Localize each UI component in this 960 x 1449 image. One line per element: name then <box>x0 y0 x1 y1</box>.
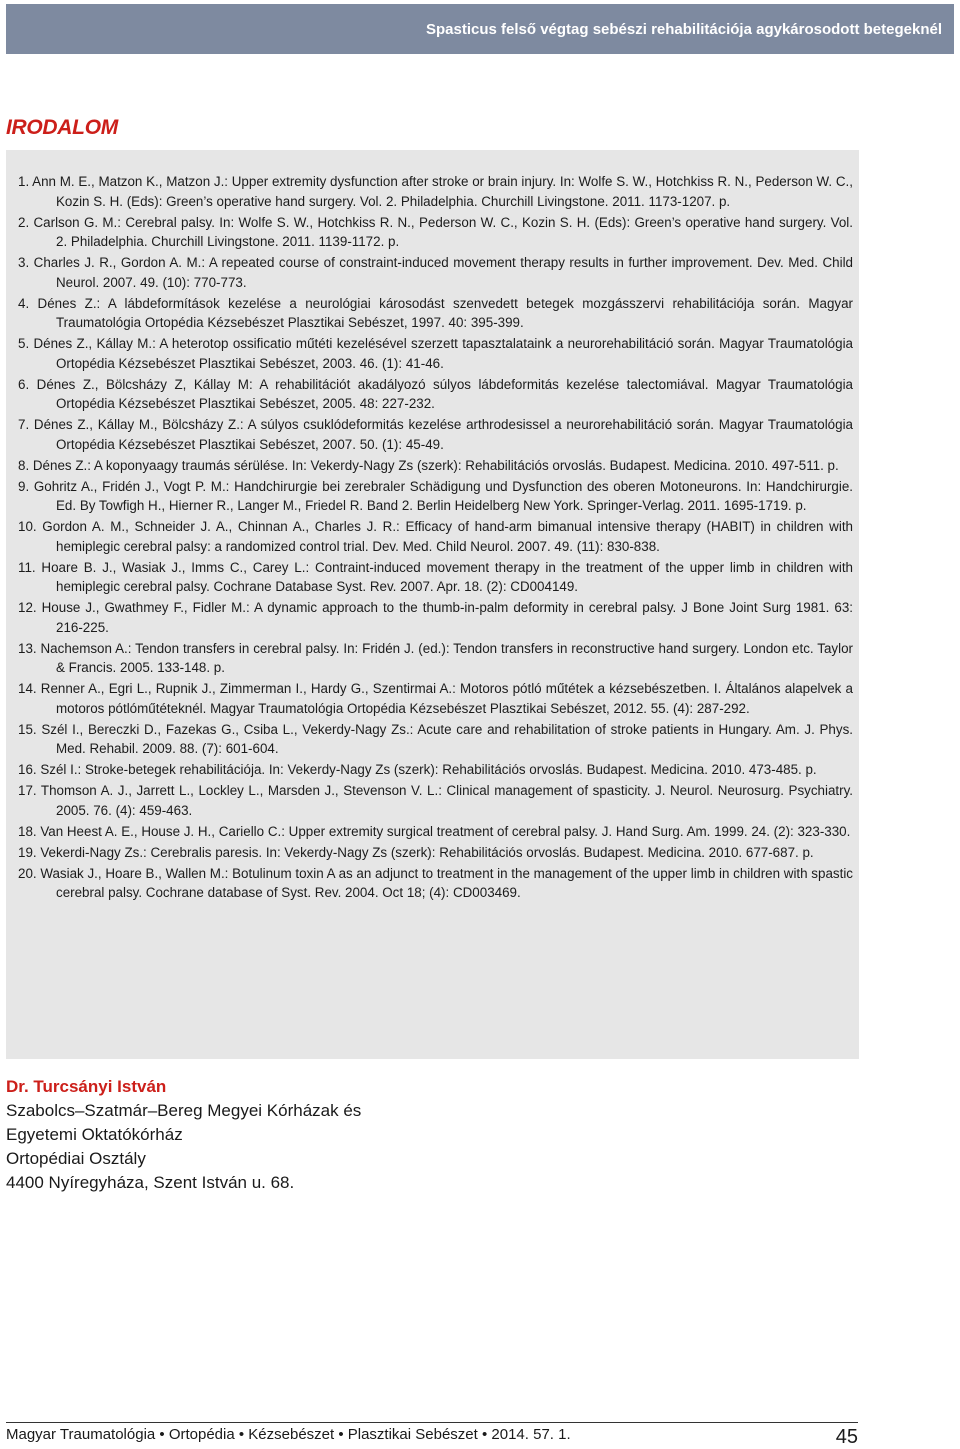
reference-item: 10. Gordon A. M., Schneider J. A., Chinnan A., Charles J. R.: Efficacy of hand-arm bimanual intensive therapy (HABIT) in children with hemiplegic cerebral palsy: a randomized control trial. Dev. Med. Child Neurol. 2007. 49. (11): 830-838. <box>18 519 853 554</box>
affiliation-line: Szabolcs–Szatmár–Bereg Megyei Kórházak és <box>6 1101 362 1120</box>
section-title: IRODALOM <box>6 116 118 139</box>
reference-item: 7. Dénes Z., Kállay M., Bölcsházy Z.: A súlyos csuklódeformitás kezelése arthrodesissel a neurorehabilitáció során. Magyar Traumatológia Ortopédia Kézsebészet Plasztikai Sebészet, 2007. 50. (1): 45-49. <box>18 417 853 452</box>
running-header-title: Spasticus felső végtag sebészi rehabilitációja agykárosodott betegeknél <box>425 21 942 38</box>
reference-item: 12. House J., Gwathmey F., Fidler M.: A dynamic approach to the thumb-in-palm deformity in cerebral palsy. J Bone Joint Surg 1981. 63: 216-225. <box>18 600 853 635</box>
reference-item: 8. Dénes Z.: A koponyaagy traumás sérülése. In: Vekerdy-Nagy Zs (szerk): Rehabilitációs orvoslás. Budapest. Medicina. 2010. 497-511. p. <box>18 457 839 473</box>
reference-item: 6. Dénes Z., Bölcsházy Z, Kállay M: A rehabilitációt akadályozó súlyos lábdeformitás kezelése talectomiával. Magyar Traumatológia Ortopédia Kézsebészet Plasztikai Sebészet, 2005. 48: 227-232. <box>18 376 853 411</box>
reference-item: 17. Thomson A. J., Jarrett L., Lockley L., Marsden J., Stevenson V. L.: Clinical management of spasticity. J. Neurol. Neurosurg. Psychiatry. 2005. 76. (4): 459-463. <box>18 783 853 818</box>
page-number: 45 <box>835 1426 858 1448</box>
references-box <box>6 150 859 1059</box>
page-footer <box>6 1422 954 1448</box>
reference-item: 5. Dénes Z., Kállay M.: A heterotop ossificatio műtéti kezelésével szerzett tapasztalataink a neurorehabilitáció során. Magyar Traumatológia Ortopédia Kézsebészet Plasztikai Sebészet, 2003. 46. (1): 41-46. <box>18 336 853 371</box>
running-header-bar <box>6 4 954 54</box>
reference-item: 9. Gohritz A., Fridén J., Vogt P. M.: Handchirurgie bei zerebraler Schädigung und Dysfunction des oberen Motoneurons. In: Handchirurgie. Ed. By Towfigh H., Hierner R., Langer M., Friedel R. Band 2. Berlin Heidelberg New York. Springer-Verlag. 2011. 1695-1719. p. <box>18 478 853 513</box>
footer-divider <box>6 1422 858 1423</box>
reference-item: 3. Charles J. R., Gordon A. M.: A repeated course of constraint-induced movement therapy results in further improvement. Dev. Med. Child Neurol. 2007. 49. (10): 770-773. <box>18 255 853 290</box>
reference-item: 13. Nachemson A.: Tendon transfers in cerebral palsy. In: Fridén J. (ed.): Tendon transfers in reconstructive hand surgery. London etc. Taylor & Francis. 2005. 133-148. p. <box>18 640 853 675</box>
footer-journal: Magyar Traumatológia • Ortopédia • Kézsebészet • Plasztikai Sebészet • 2014. 57. 1. <box>6 1426 571 1443</box>
reference-item: 15. Szél I., Bereczki D., Fazekas G., Csiba L., Vekerdy-Nagy Zs.: Acute care and rehabilitation of stroke patients in Hungary. Am. J. Phys. Med. Rehabil. 2009. 88. (7): 601-604. <box>18 721 853 756</box>
reference-item: 14. Renner A., Egri L., Rupnik J., Zimmerman I., Hardy G., Szentirmai A.: Motoros pótló műtétek a kézsebészetben. I. Általános alapelvek a motoros pótlóműtéteknél. Magyar Traumatológia Ortopédia Kézsebészet Plasztikai Sebészet, 2012. 55. (4): 287-292. <box>18 681 853 716</box>
reference-item: 1. Ann M. E., Matzon K., Matzon J.: Upper extremity dysfunction after stroke or brain injury. In: Wolfe S. W., Hotchkiss R. N., Pederson W. C., Kozin S. H. (Eds): Green’s operative hand surgery. Vol. 2. Philadelphia. Churchill Livingstone. 2011. 1173-1207. p. <box>18 174 853 209</box>
affiliation-line: Egyetemi Oktatókórház <box>6 1125 183 1144</box>
reference-item: 2. Carlson G. M.: Cerebral palsy. In: Wolfe S. W., Hotchkiss R. N., Pederson W. C., Kozin S. H. (Eds): Green’s operative hand surgery. Vol. 2. Philadelphia. Churchill Livingstone. 2011. 1139-1172. p. <box>18 214 853 249</box>
reference-item: 18. Van Heest A. E., House J. H., Cariello C.: Upper extremity surgical treatment of cerebral palsy. J. Hand Surg. Am. 1999. 24. (2): 323-330. <box>18 823 851 839</box>
reference-item: 11. Hoare B. J., Wasiak J., Imms C., Carey L.: Contraint-induced movement therapy in the treatment of the upper limb in children with hemiplegic cerebral palsy. Cochrane Database Syst. Rev. 2007. Apr. 18. (2): CD004149. <box>18 559 853 594</box>
reference-item: 20. Wasiak J., Hoare B., Wallen M.: Botulinum toxin A as an adjunct to treatment in the management of the upper limb in children with spastic cerebral palsy. Cochrane database of Syst. Rev. 2004. Oct 18; (4): CD003469. <box>18 865 853 900</box>
affiliation-line: Ortopédiai Osztály <box>6 1149 146 1168</box>
author-name: Dr. Turcsányi István <box>6 1077 167 1096</box>
author-affiliation <box>6 1075 361 1195</box>
reference-item: 16. Szél I.: Stroke-betegek rehabilitációja. In: Vekerdy-Nagy Zs (szerk): Rehabilitációs orvoslás. Budapest. Medicina. 2010. 473-485. p. <box>18 762 817 777</box>
affiliation-address: 4400 Nyíregyháza, Szent István u. 68. <box>6 1173 295 1192</box>
reference-item: 19. Vekerdi-Nagy Zs.: Cerebralis paresis. In: Vekerdy-Nagy Zs (szerk): Rehabilitációs orvoslás. Budapest. Medicina. 2010. 677-687. p. <box>18 844 814 860</box>
reference-item: 4. Dénes Z.: A lábdeformítások kezelése a neurológiai károsodást szenvedett betegek mozgásszervi rehabilitációja során. Magyar Traumatológia Ortopédia Kézsebészet Plasztikai Sebészet, 1997. 40: 395-399. <box>18 295 853 330</box>
